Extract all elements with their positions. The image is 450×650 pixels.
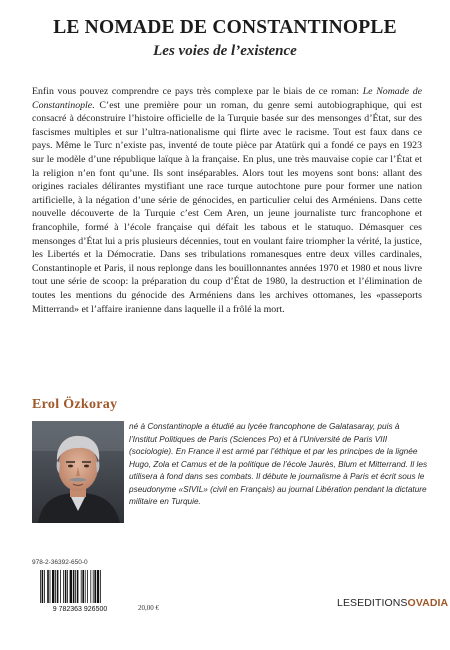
publisher-prefix: LESEDITIONS <box>337 597 408 609</box>
blurb-lead: Enfin vous pouvez comprendre ce pays très complexe par le biais de ce roman: <box>32 86 363 97</box>
blurb-paragraph <box>32 85 422 316</box>
publisher-brand: OVADIA <box>407 597 449 609</box>
blurb-book-title: Le Nomade de Constantinople <box>32 86 422 111</box>
price: 20,00 € <box>138 604 159 612</box>
blurb-text <box>32 85 422 316</box>
author-photo <box>32 421 124 523</box>
barcode-digits: 9 782363 926500 <box>52 606 108 612</box>
publisher-logo <box>337 597 448 609</box>
barcode-icon <box>32 568 128 612</box>
blurb-body: . C’est une première pour un roman, du genre semi autobiographique, qui est consacré à déconstruire l’histoire officielle de la Turquie basée sur des mensonges d’État, sur des fascismes multiples et sur l’ultra-nationalisme qui flirte avec le racisme. Tout est faux dans ce pays. Même le Turc n’existe pas, inventé de toute pièce par Atatürk qui a fondé ce pays en 1923 sur le modèle d’une république laïque à la française. En plus, une très mauvaise copie car l’État et la religion n’en font qu’une. Ils sont inséparables. Alors tout les moyens sont bons: allant des origines raciales délirantes mystifiant une race turque autochtone pure pour former une nation artificielle, à la négation d’une série de génocides, en particulier celui des Arméniens. Dans cette nouvelle découverte de la Turquie c’est Cem Aren, un jeune journaliste turc francophone et francophile, formé à l’école française qui défait les tabous et le statuquo. Démasquer ces mensonges d’État lui a pris plusieurs décennies, tout en voulant faire triompher la vérité, la justice, les Libertés et la Démocratie. Dans ses tribulations romanesques entre deux villes cardinales, Constantinople et Paris, il nous replonge dans les bouillonnantes années 1970 et 1980 et nous livre tout une série de scoop: la préparation du coup d’État de 1980, la destruction et l’élimination de toutes les mentions du génocide des Arméniens dans les archives ottomanes, les «passeports Mitterrand» et l’affaire iranienne dans laquelle il a frôlé la mort. <box>32 99 422 315</box>
book-title: LE NOMADE DE CONSTANTINOPLE <box>53 17 397 38</box>
author-photo-image <box>32 421 124 523</box>
author-name: Erol Özkoray <box>32 397 118 412</box>
author-bio: né à Constantinople a étudié au lycée francophone de Galatasaray, puis à l’Institut Politiques de Paris (Sciences Po) et à l’Université de Paris VIII (sociologie). En France il est armé par l’éthique et par les principes de la lignée Hugo, Zola et Camus et de la politique de l’école Jaurès, Blum et Mitterrand. Il les utilisera à fond dans ses combats. Il débute le journalisme à Paris et écrit sous le pseudonyme «SIVIL» (civil en Français) au journal Libération pendant la dictature militaire en Turquie. <box>129 422 428 506</box>
book-subtitle: Les voies de l’existence <box>153 43 297 59</box>
isbn-number: 978-2-36392-650-0 <box>32 559 88 566</box>
